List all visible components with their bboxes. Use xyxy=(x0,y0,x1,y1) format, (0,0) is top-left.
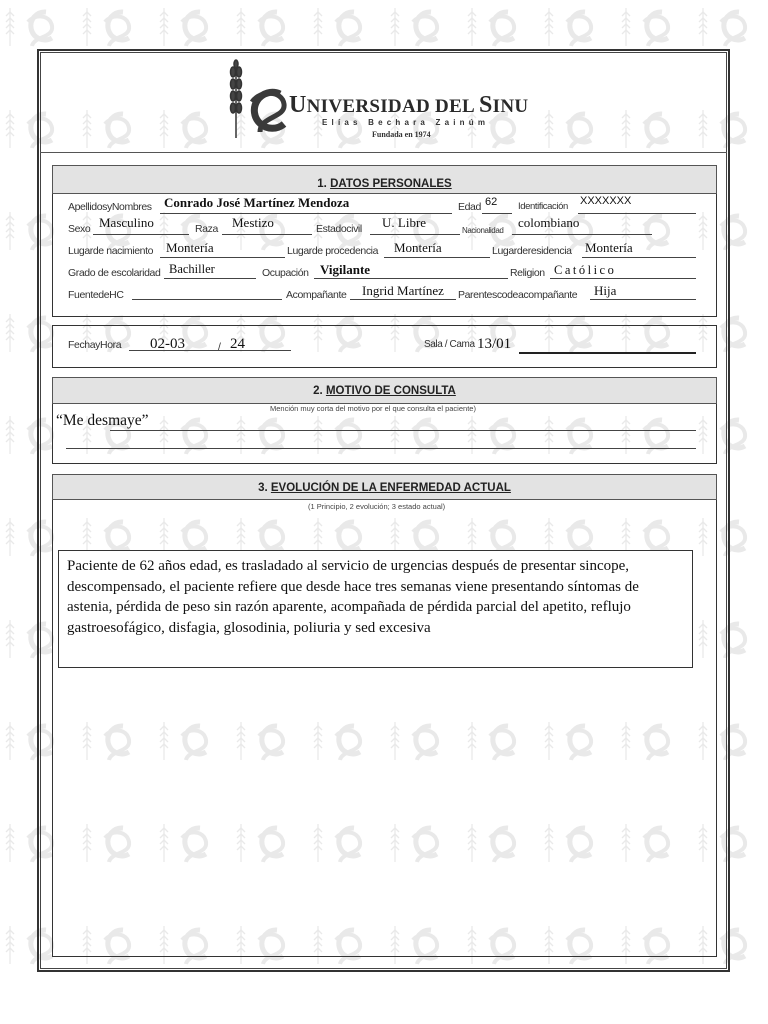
wheat-icon xyxy=(231,60,242,138)
illness-evolution-header: 3. EVOLUCIÓN DE LA ENFERMEDAD ACTUAL xyxy=(52,474,717,500)
datetime-separator: / xyxy=(218,341,221,353)
source-line xyxy=(132,287,282,300)
us-monogram-icon xyxy=(252,92,284,132)
university-founded: Fundada en 1974 xyxy=(372,130,431,139)
religion-label: Religion xyxy=(510,267,545,279)
companion-value: Ingrid Martínez xyxy=(362,283,444,298)
source-label: FuentedeHC xyxy=(68,289,124,301)
university-founder: Elías Bechara Zainúm xyxy=(322,118,490,127)
date-value: 02-03 xyxy=(150,336,185,352)
residence-value: Montería xyxy=(585,240,633,255)
relation-value: Hija xyxy=(594,283,617,298)
room-label: Sala / Cama xyxy=(424,339,475,350)
consultation-reason-header: 2. MOTIVO DE CONSULTA xyxy=(52,377,717,404)
birthplace-value: Montería xyxy=(166,240,214,255)
consultation-line-1 xyxy=(110,418,696,431)
education-label: Grado de escolaridad xyxy=(68,267,161,279)
occupation-value: Vigilante xyxy=(320,262,371,277)
origin-value: Montería xyxy=(394,240,442,255)
sex-value: Masculino xyxy=(99,215,154,230)
age-label: Edad xyxy=(458,201,481,213)
id-value: XXXXXXX xyxy=(580,195,632,207)
datetime-label: FechayHora xyxy=(68,339,122,351)
religion-value: Católico xyxy=(554,263,617,277)
header-divider xyxy=(40,152,727,153)
race-label: Raza xyxy=(195,223,218,235)
consultation-reason-value: “Me desmaye” xyxy=(56,412,149,429)
name-value: Conrado José Martínez Mendoza xyxy=(164,195,350,210)
sex-label: Sexo xyxy=(68,223,91,235)
illness-evolution-narrative: Paciente de 62 años edad, es trasladado al servicio de urgencias después de presentar sincope, descompensado, el paciente refiere que desde hace tres semanas viene presentando síntomas de astenia, pérdida de peso sin razón aparente, acompañada de pérdida parcial del apetito, reflujo gastroesofágico, disfagia, glosodinia, poliuria y sed excesiva xyxy=(58,550,693,668)
occupation-label: Ocupación xyxy=(262,267,309,279)
nationality-label: Nacionalidad xyxy=(462,226,504,235)
room-value: 13/01 xyxy=(477,336,512,352)
personal-data-header: 1. DATOS PERSONALES xyxy=(52,165,717,194)
consultation-line-2 xyxy=(66,436,696,449)
companion-label: Acompañante xyxy=(286,289,347,301)
civil-value: U. Libre xyxy=(382,215,427,230)
illness-evolution-box xyxy=(52,474,717,957)
name-label: ApellidosyNombres xyxy=(68,201,152,213)
consultation-reason-note: Mención muy corta del motivo por el que consulta el paciente) xyxy=(270,404,476,413)
age-value: 62 xyxy=(485,196,498,208)
civil-label: Estadocivil xyxy=(316,223,362,235)
illness-evolution-note: (1 Principio, 2 evolución; 3 estado actual) xyxy=(308,502,446,511)
education-value: Bachiller xyxy=(169,262,215,276)
birthplace-label: Lugarde nacimiento xyxy=(68,245,154,257)
nationality-value: colombiano xyxy=(518,215,580,230)
time-value: 24 xyxy=(230,336,245,352)
race-value: Mestizo xyxy=(232,215,274,230)
origin-label: Lugarde procedencia xyxy=(287,245,379,257)
id-label: Identificación xyxy=(518,201,568,212)
university-name: UNIVERSIDAD DEL SINU xyxy=(289,92,529,118)
relation-label: Parentescodeacompañante xyxy=(458,289,578,301)
residence-label: Lugarderesidencia xyxy=(492,245,572,257)
room-line xyxy=(519,340,696,354)
